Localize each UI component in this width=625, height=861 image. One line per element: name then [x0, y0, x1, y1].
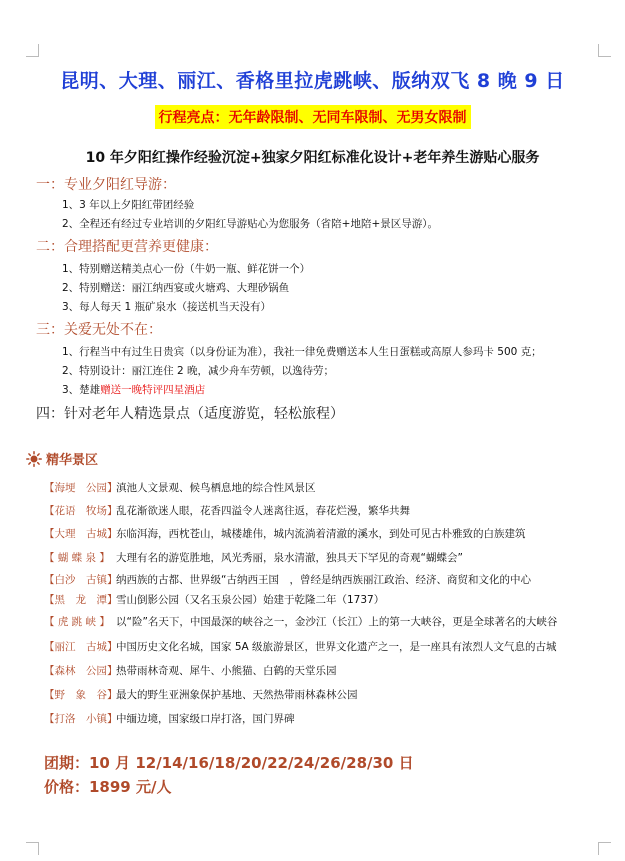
spot-name: 【野 象 谷】: [44, 689, 118, 701]
spot-desc: 东临洱海，西枕苍山，城楼雄伟，城内流淌着清澈的溪水，到处可见古朴雅致的白族建筑: [116, 528, 526, 540]
spot-desc: 乱花渐欲迷人眼，花香四溢令人迷离往返，春花烂漫，繁华共舞: [116, 505, 410, 517]
section-3-item-3-hotel: 赠送一晚特评四星酒店: [100, 384, 206, 396]
spots-heading: [26, 449, 98, 468]
spot-desc: 热带雨林奇观、犀牛、小熊猫、白鹤的天堂乐园: [116, 665, 337, 677]
spot-desc: 雪山倒影公园（又名玉泉公园）始建于乾隆二年（1737）: [116, 594, 385, 606]
section-3-item-1: 1、行程当中有过生日贵宾（以身份证为准），我社一律免费赠送本人生日蛋糕或高原人参玛卡 500 克；: [62, 346, 542, 358]
list-item: [44, 687, 358, 702]
list-item: [44, 592, 384, 607]
crop-mark-top-right: [598, 44, 611, 57]
section-3-item-2: 2、特别设计：丽江连住 2 晚，减少舟车劳顿，以逸待劳；: [62, 365, 335, 377]
sun-icon: [26, 451, 42, 467]
spot-desc: 滇池人文景观、候鸟栖息地的综合性风景区: [116, 482, 316, 494]
highlight-banner: [0, 105, 625, 129]
spot-name: 【黑 龙 潭】: [44, 594, 118, 606]
spot-desc: 中缅边境，国家级口岸打洛，国门界碑: [116, 713, 295, 725]
crop-mark-top-left: [26, 44, 39, 57]
spot-desc: 中国历史文化名城，国家 5A 级旅游景区，世界文化遗产之一，是一座具有浓烈人文气息的古城: [116, 641, 557, 653]
section-1-item-2: 2、全程还有经过专业培训的夕阳红导游贴心为您服务（省陪+地陪+景区导游）。: [62, 218, 439, 230]
spot-name: 【森林 公园】: [44, 665, 118, 677]
list-item: [44, 526, 526, 541]
section-3-item-3-text: 3、楚雄: [62, 384, 101, 396]
section-3-heading: 三：关爱无处不在：: [36, 322, 162, 338]
section-2-item-1: 1、特别赠送精美点心一份（牛奶一瓶、鲜花饼一个）: [62, 263, 311, 275]
list-item: [44, 639, 557, 654]
spot-name: 【白沙 古镇】: [44, 574, 118, 586]
crop-mark-bottom-right: [598, 842, 611, 855]
price-text: 价格：1899 元/人: [44, 778, 172, 796]
list-item: [44, 480, 316, 495]
list-item: [44, 550, 463, 565]
spot-desc: 纳西族的古都、世界级“古纳西王国 ，曾经是纳西族丽江政治、经济、商贸和文化的中心: [116, 574, 531, 586]
highlight-text: 行程亮点：无年龄限制、无同车限制、无男女限制: [155, 105, 471, 129]
section-2-item-3: 3、每人每天 1 瓶矿泉水（接送机当天没有）: [62, 301, 272, 313]
section-2-heading: 二：合理搭配更营养更健康：: [36, 239, 218, 255]
section-3-item-3: [62, 382, 205, 397]
spot-name: 【丽江 古城】: [44, 641, 118, 653]
spot-name: 【海埂 公园】: [44, 482, 118, 494]
spots-heading-label: 精华景区: [46, 453, 99, 468]
spot-desc: 大理有名的游览胜地，风光秀丽，泉水清澈，独具天下罕见的奇观“蝴蝶会”: [116, 552, 463, 564]
spot-name: 【打洛 小镇】: [44, 713, 118, 725]
subtitle: 10 年夕阳红操作经验沉淀+独家夕阳红标准化设计+老年养生游贴心服务: [85, 150, 540, 166]
list-item: [44, 711, 295, 726]
schedule-text: 团期：10 月 12/14/16/18/20/22/24/26/28/30 日: [44, 754, 414, 772]
spot-name: 【 虎 跳 峡 】: [44, 616, 110, 628]
spot-desc: 以“险”名天下，中国最深的峡谷之一，金沙江（长江）上的第一大峡谷，更是全球著名的大峡谷: [116, 616, 558, 628]
list-item: [44, 663, 337, 678]
spot-name: 【 蝴 蝶 泉 】: [44, 552, 110, 564]
spot-name: 【大理 古城】: [44, 528, 118, 540]
page-title: 昆明、大理、丽江、香格里拉虎跳峡、版纳双飞 8 晚 9 日: [60, 70, 565, 92]
list-item: [44, 614, 557, 629]
list-item: [44, 503, 410, 518]
section-2-item-2: 2、特别赠送：丽江纳西宴或火塘鸡、大理砂锅鱼: [62, 282, 290, 294]
section-4-heading: 四：针对老年人精选景点（适度游览，轻松旅程）: [36, 406, 344, 422]
list-item: [44, 572, 531, 587]
section-1-heading: 一：专业夕阳红导游：: [36, 177, 176, 193]
section-1-item-1: 1、3 年以上夕阳红带团经验: [62, 199, 195, 211]
crop-mark-bottom-left: [26, 842, 39, 855]
spot-name: 【花语 牧场】: [44, 505, 118, 517]
spot-desc: 最大的野生亚洲象保护基地、天然热带雨林森林公园: [116, 689, 358, 701]
